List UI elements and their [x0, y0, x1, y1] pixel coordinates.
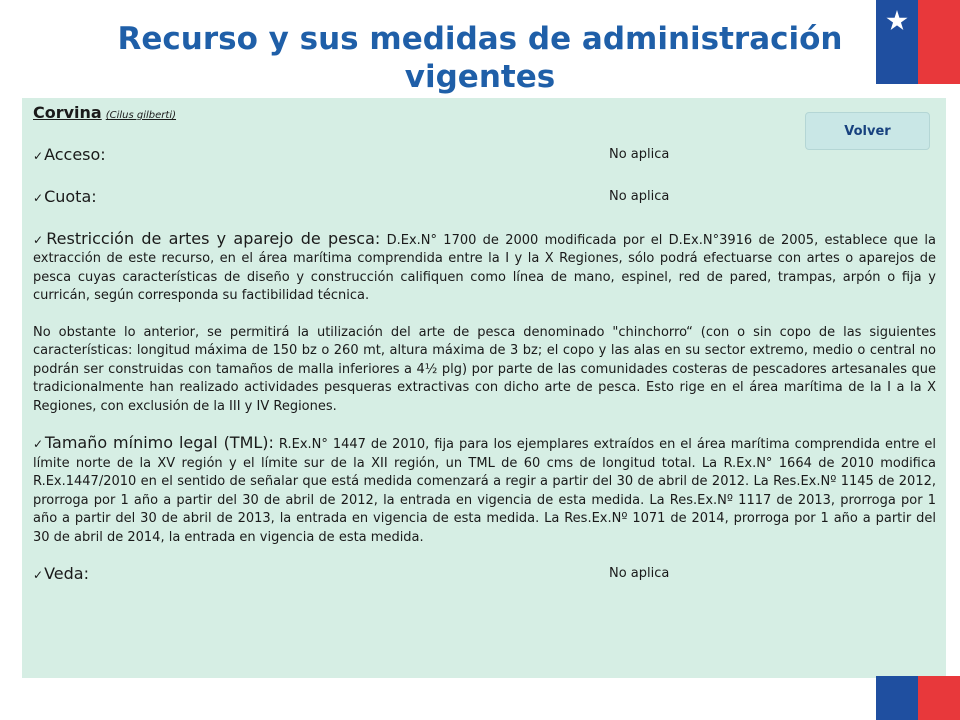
flag-blue-band: [876, 676, 918, 720]
cuota-value: No aplica: [609, 188, 670, 204]
acceso-item: [33, 146, 936, 168]
tml-text: R.Ex.N° 1447 de 2010, fija para los ejemplares extraídos en el área marítima comprendida entre el límite norte de la XV región y el límite sur de la XII región, un TML de 60 cms de longitud total. La R.Ex.N° 1664 de 2010 modifica R.Ex.1447/2010 en el sentido de señalar que está medida comenzará a regir a partir del 30 de abril de 2012. La Res.Ex.Nº 1145 de 2012, prorroga por 1 año a partir del 30 de abril de 2012, la entrada en vigencia de esta medida. La Res.Ex.Nº 1117 de 2013, prorroga por 1 año a partir del 30 de abril de 2013, la entrada en vigencia de esta medida. La Res.Ex.Nº 1071 de 2014, prorroga por 1 año a partir del 30 de abril de 2014, la entrada en vigencia de esta medida.: [33, 437, 936, 545]
chile-flag-logo-bottom: [876, 676, 960, 720]
check-icon: ✓: [33, 437, 44, 451]
page-title: Recurso y sus medidas de administración vigentes: [117, 21, 843, 95]
tml-item: [33, 434, 936, 547]
species-heading: [33, 104, 936, 126]
species-scientific-name: (Cilus gilberti): [105, 110, 177, 121]
flag-red-band: [918, 676, 960, 720]
check-icon: ✓: [33, 148, 44, 163]
veda-value: No aplica: [609, 566, 670, 581]
restriccion-label: Restricción de artes y aparejo de pesca:: [46, 228, 381, 248]
cuota-label: Cuota:: [44, 186, 97, 206]
measures-panel: [22, 98, 946, 678]
flag-red-band: [918, 0, 960, 84]
no-obstante-paragraph: No obstante lo anterior, se permitirá la utilización del arte de pesca denominado "chinchorro“ (con o sin copo de las siguientes características: longitud máxima de 150 bz o 260 mt, altura máxima de 3 bz; el copo y las alas en su sector extremo, medio o central no podrán ser construidas con tamaños de malla inferiores a 4½ plg) por parte de las comunidades costeras de pescadores artesanales que tradicionalmente han realizado actividades pesqueras extractivas con dicho arte de pesca. Esto rige en el área marítima de la I a la X Regiones, con exclusión de la III y IV Regiones.: [33, 324, 936, 414]
acceso-value: No aplica: [609, 146, 670, 162]
restriccion-item: [33, 230, 936, 306]
tml-label: Tamaño mínimo legal (TML):: [44, 433, 274, 452]
species-name: Corvina: [33, 103, 102, 122]
restriccion-text: D.Ex.N° 1700 de 2000 modificada por el D.Ex.N°3916 de 2005, establece que la extracción de este recurso, en el área marítima comprendida entre la I y la X Regiones, sólo podrá efectuarse con artes o aparejos de pesca cuyas características de diseño y construcción califiquen como línea de mano, espinel, red de pared, trampas, arpón o fija y curricán, según corresponda su factibilidad técnica.: [33, 232, 937, 303]
veda-label: Veda:: [44, 564, 89, 583]
volver-button[interactable]: Volver: [805, 112, 930, 150]
check-icon: ✓: [33, 190, 44, 205]
check-icon: ✓: [33, 568, 44, 582]
cuota-item: [33, 188, 936, 210]
veda-item: [33, 565, 936, 587]
check-icon: ✓: [33, 232, 46, 247]
acceso-label: Acceso:: [44, 144, 106, 164]
